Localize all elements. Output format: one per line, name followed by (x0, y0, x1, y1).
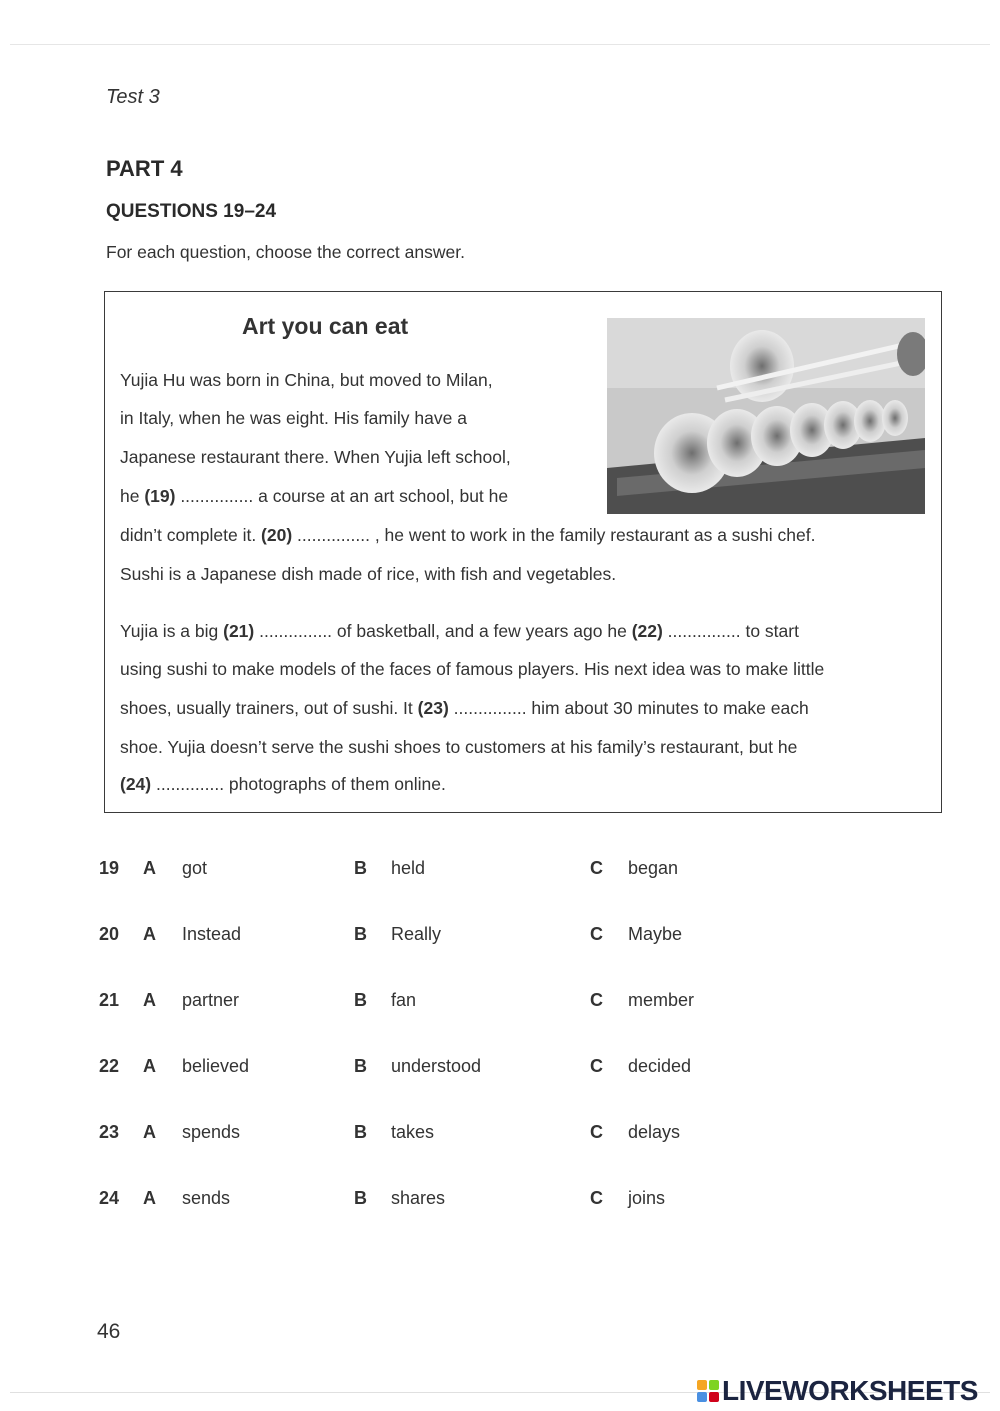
page-number: 46 (97, 1320, 121, 1343)
option-letter-c: C (590, 1188, 603, 1208)
test-label: Test 3 (106, 86, 160, 108)
top-divider (10, 44, 990, 45)
article-line (120, 486, 508, 507)
option-c[interactable]: Maybe (628, 924, 683, 944)
option-letter-c: C (590, 990, 603, 1010)
article-text: ............... , he went to work in the family restaurant as a sushi chef. (292, 525, 816, 545)
option-c[interactable]: member (628, 990, 695, 1010)
option-a[interactable]: partner (182, 990, 240, 1010)
option-letter-a: A (143, 1188, 156, 1208)
article-line (120, 447, 511, 468)
question-row (0, 990, 1000, 1020)
option-c[interactable]: joins (628, 1188, 666, 1208)
question-row (0, 924, 1000, 954)
article-text: in Italy, when he was eight. His family have a (120, 408, 467, 428)
article-line (120, 564, 616, 585)
question-row (0, 1056, 1000, 1086)
option-letter-b: B (354, 858, 367, 878)
question-number: 23 (99, 1122, 120, 1142)
option-b[interactable]: shares (391, 1188, 446, 1208)
question-number: 22 (99, 1056, 120, 1076)
option-letter-b: B (354, 990, 367, 1010)
question-gap-number: (21) (223, 621, 255, 641)
option-letter-c: C (590, 1056, 603, 1076)
brand-icon-tile (697, 1392, 707, 1402)
option-letter-b: B (354, 1056, 367, 1076)
brand-icon-tile (709, 1380, 719, 1390)
article-title: Art you can eat (242, 313, 409, 339)
question-number: 24 (99, 1188, 120, 1208)
article-text: ............... to start (662, 621, 799, 641)
question-gap-number: (19) (144, 486, 176, 506)
brand-icon (697, 1380, 719, 1402)
option-a[interactable]: sends (182, 1188, 231, 1208)
article-text: Yujia is a big (120, 621, 224, 641)
article-text: didn’t complete it. (120, 525, 262, 545)
questions-heading: QUESTIONS 19–24 (106, 201, 277, 222)
option-a[interactable]: Instead (182, 924, 242, 944)
option-a[interactable]: spends (182, 1122, 241, 1142)
article-text: ............... of basketball, and a few years ago he (254, 621, 632, 641)
article-line (120, 621, 799, 642)
option-letter-b: B (354, 1188, 367, 1208)
article-text: ............... a course at an art school, but he (175, 486, 509, 506)
article-text: ............... him about 30 minutes to make each (448, 698, 809, 718)
article-text: shoe. Yujia doesn’t serve the sushi shoes to customers at his family’s restaurant, but he (120, 737, 798, 757)
option-b[interactable]: understood (391, 1056, 482, 1076)
article-line (120, 408, 467, 429)
article-line (120, 525, 815, 546)
option-letter-b: B (354, 924, 367, 944)
option-a[interactable]: got (182, 858, 208, 878)
option-b[interactable]: takes (391, 1122, 435, 1142)
option-b[interactable]: Really (391, 924, 442, 944)
article-line (120, 370, 493, 391)
question-row (0, 858, 1000, 888)
article-text: Japanese restaurant there. When Yujia left school, (120, 447, 511, 467)
article-text: using sushi to make models of the faces of famous players. His next idea was to make little (120, 659, 825, 679)
question-number: 20 (99, 924, 120, 944)
option-letter-c: C (590, 1122, 603, 1142)
option-b[interactable]: held (391, 858, 426, 878)
article-text: Sushi is a Japanese dish made of rice, with fish and vegetables. (120, 564, 617, 584)
brand-icon-tile (697, 1380, 707, 1390)
question-row (0, 1188, 1000, 1218)
article-text: .............. photographs of them online. (151, 774, 446, 794)
sushi-photo (607, 318, 925, 514)
part-heading: PART 4 (106, 156, 183, 181)
article-text: he (120, 486, 145, 506)
question-row (0, 1122, 1000, 1152)
question-gap-number: (22) (631, 621, 663, 641)
article-text: Yujia Hu was born in China, but moved to Milan, (120, 370, 493, 390)
brand-icon-tile (709, 1392, 719, 1402)
article-text: shoes, usually trainers, out of sushi. It (120, 698, 418, 718)
question-number: 21 (99, 990, 120, 1010)
option-b[interactable]: fan (391, 990, 417, 1010)
article-line (120, 774, 446, 795)
question-gap-number: (23) (417, 698, 449, 718)
brand-name: LIVEWORKSHEETS (722, 1375, 978, 1406)
question-number: 19 (99, 858, 120, 878)
option-c[interactable]: began (628, 858, 679, 878)
question-gap-number: (24) (120, 774, 152, 794)
option-letter-c: C (590, 858, 603, 878)
article-line (120, 737, 797, 758)
option-letter-b: B (354, 1122, 367, 1142)
article-line (120, 659, 824, 680)
question-gap-number: (20) (261, 525, 293, 545)
option-letter-a: A (143, 1122, 156, 1142)
option-letter-a: A (143, 990, 156, 1010)
option-letter-c: C (590, 924, 603, 944)
option-c[interactable]: delays (628, 1122, 681, 1142)
option-letter-a: A (143, 858, 156, 878)
option-a[interactable]: believed (182, 1056, 250, 1076)
option-letter-a: A (143, 924, 156, 944)
instruction-text: For each question, choose the correct answer. (106, 242, 465, 262)
article-line (120, 698, 809, 719)
option-c[interactable]: decided (628, 1056, 692, 1076)
brand-logo (697, 1376, 978, 1406)
option-letter-a: A (143, 1056, 156, 1076)
